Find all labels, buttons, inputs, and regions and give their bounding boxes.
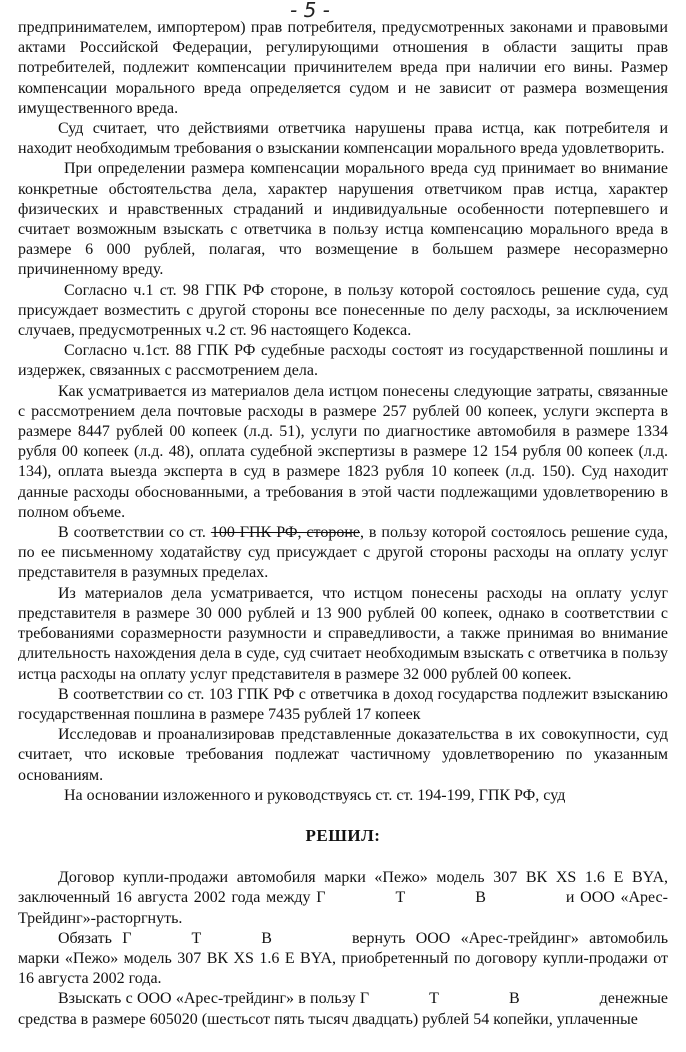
initial-v: В — [475, 889, 486, 907]
paragraph-9: В соответствии со ст. 103 ГПК РФ с ответчика в доход государства подлежит взысканию государственная пошлина в размере 7435 рублей 17 копеек — [18, 685, 668, 723]
paragraph-7-end: , в пользу которой состоялось решение суда, по ее письменному ходатайству суд присуждает с другой стороны расходы на оплату услуг представителя в разумных пределах. — [18, 524, 669, 582]
paragraph-5: Согласно ч.1ст. 88 ГПК РФ судебные расходы состоят из государственной пошлины и издержек, связанных с рассмотрением дела. — [18, 342, 668, 380]
decision-heading: РЕШИЛ: — [305, 825, 381, 845]
paragraph-1: предпринимателем, импортером) прав потребителя, предусмотренных законами и правовыми актами Российской Федерации, регулирующими отношения в области защиты прав потребителей, подлежит компенсации причинителем вреда при наличии его вины. Размер компенсации морального вреда определяется судом и не зависит от размера возмещения имущественного вреда. — [18, 19, 668, 117]
paragraph-6: Как усматривается из материалов дела истцом понесены следующие затраты, связанные с рассмотрением дела почтовые расходы в размере 257 рублей 00 копеек, услуги эксперта в размере 8447 рублей 00 копеек (л.д. 51), услуги по диагностике автомобиля в размере 1334 рубля 00 копеек (л.д. 48), оплата судебной экспертизы в размере 12 154 рубля 00 копеек (л.д. 134), оплата выезда эксперта в суд в размере 1823 рубля 10 копеек (л.д. 150). Суд находит данные расходы обоснованными, а требования в этой части подлежащими удовлетворению в полном объеме. — [18, 382, 668, 521]
document-body — [18, 18, 668, 1030]
decision-2-end: вернуть ООО «Арес-трейдинг» автомобиль марки «Пежо» модель 307 ВК XS 1.6 E BYA, приобретенный по договору купли-продажи от 16 августа 2002 года. — [18, 929, 668, 988]
decision-3-text: Взыскать с ООО «Арес-трейдинг» в пользу Г — [58, 990, 370, 1008]
decision-1 — [18, 868, 668, 929]
paragraph-2: Суд считает, что действиями ответчика нарушены права истца, как потребителя и находит необходимым требования о взыскании компенсации морального вреда удовлетворить. — [18, 120, 668, 158]
paragraph-8: Из материалов дела усматривается, что истцом понесены расходы на оплату услуг представителя в размере 30 000 рублей и 13 900 рублей 00 копеек, однако в соответствии с требованиями соразмерности разумности и справедливости, а также принимая во внимание длительность нахождения дела в суде, суд считает необходимым взыскать с ответчика в пользу истца расходы на оплату услуг представителя в размере 32 000 рублей 00 копеек. — [18, 584, 668, 683]
decision-2 — [18, 929, 668, 990]
decision-3-end: денежные средства в размере 605020 (шестьсот пять тысяч двадцать) рублей 54 копейки, уплаченные — [18, 990, 668, 1028]
paragraph-4: Согласно ч.1 ст. 98 ГПК РФ стороне, в пользу которой состоялось решение суда, суд присуждает возместить с другой стороны все понесенные по делу расходы, за исключением случаев, предусмотренных ч.2 ст. 96 настоящего Кодекса. — [18, 281, 668, 340]
paragraph-7-start: В соответствии со ст. — [58, 524, 206, 542]
decision-1-end: и ООО «Арес-Трейдинг»-расторгнуть. — [18, 889, 668, 927]
paragraph-11: На основании изложенного и руководствуясь ст. ст. 194-199, ГПК РФ, суд — [64, 786, 566, 804]
paragraph-7 — [18, 523, 668, 584]
initial-t: Т — [429, 990, 439, 1008]
paragraph-3: При определении размера компенсации морального вреда суд принимает во внимание конкретные обстоятельства дела, характер нарушения ответчиком прав истца, характер физических и нравственных страданий и индивидуальные особенности потерпевшего и считает возможным взыскать с ответчика в пользу истца компенсацию морального вреда в размере 6 000 рублей, полагая, что возмещение в большем размере несоразмерно причиненному вреду. — [18, 160, 668, 279]
initial-v: В — [508, 990, 520, 1008]
initial-v: В — [261, 929, 272, 947]
decision-3 — [18, 989, 668, 1029]
decision-2-text: Обязать Г — [58, 929, 132, 947]
paragraph-10: Исследовав и проанализировав представленные доказательства в их совокупности, суд считает, что исковые требования подлежат частичному удовлетворению по указанным основаниям. — [18, 726, 668, 784]
struck-text: 100 ГПК РФ, стороне — [210, 524, 360, 542]
initial-t: Т — [395, 889, 406, 907]
decision-1-text: Договор купли-продажи автомобиля марки «Пежо» модель 307 ВК XS 1.6 E BYA, заключенный 16 августа 2002 года между Г — [18, 869, 668, 907]
page-number: - 5 - — [290, 0, 330, 22]
initial-t: Т — [191, 929, 202, 947]
